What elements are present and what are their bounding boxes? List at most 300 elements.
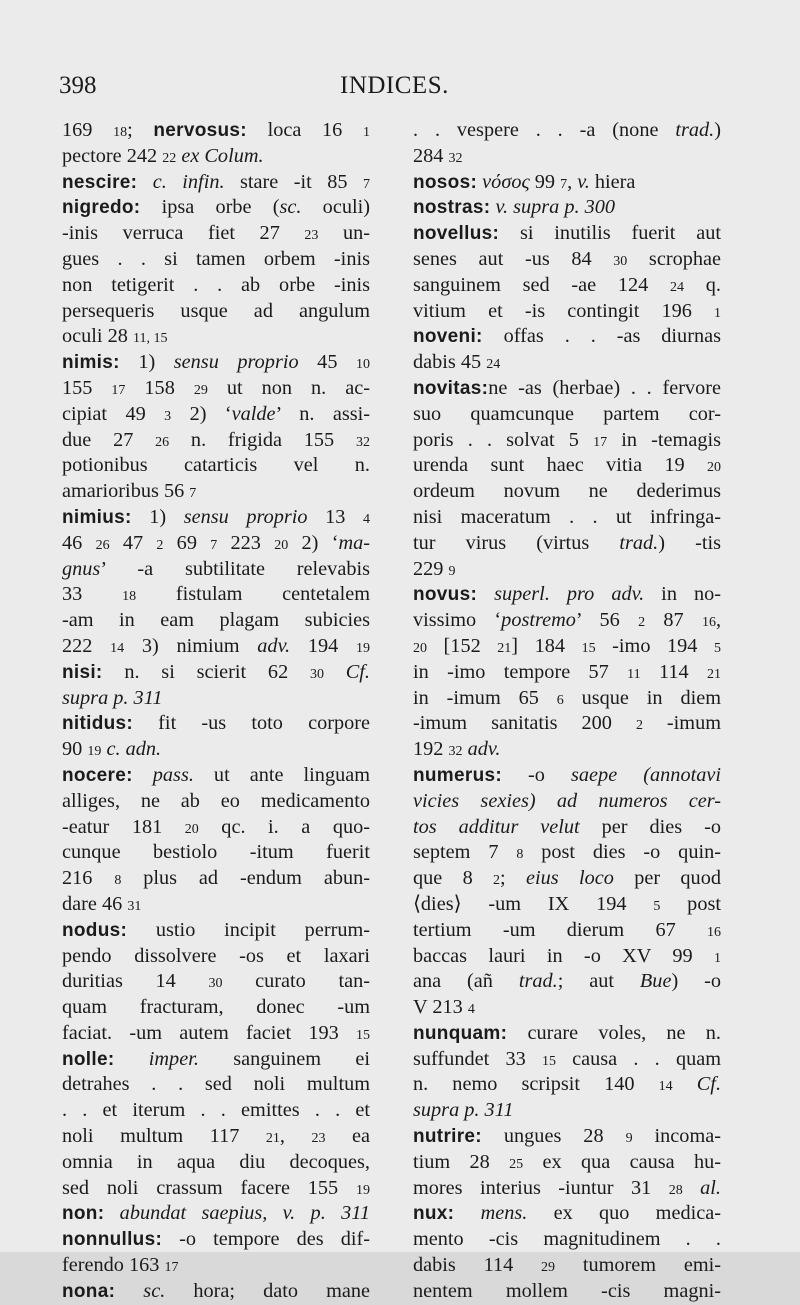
text-run: , (279, 1125, 312, 1148)
text-run: , (567, 170, 578, 193)
italic-text: ma- (338, 531, 370, 554)
text-run: suffundet 33 (413, 1047, 542, 1070)
text-run: oculi 28 (62, 325, 133, 348)
text-run: ] 184 (511, 634, 582, 657)
italic-text: pass. (152, 763, 194, 786)
text-run: scrophae (627, 247, 721, 270)
line-ref: 7 (210, 537, 218, 553)
index-line (62, 479, 370, 505)
text-run: curato tan- (222, 970, 370, 993)
page-number: 398 (59, 72, 97, 99)
line-ref: 25 (509, 1156, 524, 1172)
line-ref: 5 (714, 640, 721, 656)
text-run: ) (714, 119, 721, 141)
text-run: baccas lauri in -o XV 99 (413, 944, 714, 967)
line-ref: 2 (638, 615, 646, 631)
index-line (413, 660, 721, 686)
text-run: faciat. -um autem faciet 193 (62, 1021, 356, 1044)
italic-text: supra p. 311 (62, 686, 163, 709)
text-run: in -imum 65 (413, 686, 557, 709)
index-line (413, 428, 721, 454)
text-run: 1) (119, 351, 174, 374)
headword: nunquam: (413, 1022, 508, 1044)
line-ref: 20 (184, 821, 199, 837)
line-ref: 4 (467, 1002, 475, 1018)
index-line (62, 1201, 370, 1227)
index-line (62, 1279, 370, 1305)
index-line (62, 969, 370, 995)
italic-text: gnus (62, 557, 101, 580)
index-line (62, 634, 370, 660)
index-line (62, 866, 370, 892)
index-line (413, 505, 721, 531)
line-ref: 15 (541, 1053, 556, 1069)
italic-text: Cf. (696, 1073, 721, 1096)
headword: nisi: (62, 661, 103, 683)
text-run: 45 (298, 351, 357, 374)
text-run: fistulam centetalem (136, 583, 370, 606)
text-run: ⟨dies⟩ -um IX 194 (413, 892, 654, 915)
italic-text: al. (700, 1176, 721, 1199)
index-line (413, 118, 721, 144)
line-ref: 32 (355, 434, 370, 450)
index-line (62, 195, 370, 221)
line-ref: 18 (113, 125, 128, 140)
index-line (62, 840, 370, 866)
italic-text: c. infin. (152, 170, 225, 193)
index-line (413, 402, 721, 428)
index-line (62, 324, 370, 350)
italic-text: v. (577, 170, 590, 193)
index-line (413, 634, 721, 660)
headword: nocere: (62, 764, 133, 786)
text-run: 99 (529, 170, 561, 193)
text-run: 158 (125, 376, 194, 399)
index-line (62, 505, 370, 531)
index-line (413, 144, 721, 170)
index-line (413, 892, 721, 918)
index-line (62, 1176, 370, 1202)
line-ref: 15 (581, 640, 596, 656)
text-run: post (660, 892, 721, 915)
italic-text: saepe (annotavi (571, 763, 721, 786)
text-run: mores interius -iuntur 31 (413, 1176, 669, 1199)
headword: nimius: (62, 506, 132, 528)
index-line (62, 608, 370, 634)
index-line (413, 815, 721, 841)
text-run (673, 1073, 697, 1095)
index-line (413, 1176, 721, 1202)
text-run: 223 (217, 531, 275, 554)
text-run: septem 7 (413, 841, 517, 864)
index-line (413, 1124, 721, 1150)
headword: nux: (413, 1203, 455, 1225)
line-ref: 23 (311, 1131, 326, 1147)
line-ref: 15 (356, 1027, 370, 1043)
index-line (413, 195, 721, 221)
index-line (62, 1021, 370, 1047)
text-run: ana (añ (413, 970, 519, 993)
line-ref: 24 (670, 279, 685, 295)
text-run: ’ n. assi- (275, 402, 370, 425)
headword: nolle: (62, 1048, 115, 1070)
index-line (413, 1279, 721, 1305)
index-line (62, 428, 370, 454)
line-ref: 31 (127, 898, 142, 914)
index-line (413, 686, 721, 712)
line-ref: 20 (413, 640, 427, 656)
index-line (413, 324, 721, 350)
italic-text: vicies sexies) ad numeros cer- (413, 789, 721, 812)
italic-text: sensu proprio (183, 505, 308, 528)
index-line (413, 221, 721, 247)
text-run (137, 171, 152, 193)
index-line (413, 557, 721, 583)
index-line (62, 686, 370, 712)
text-run: -o tempore des dif- (162, 1228, 370, 1251)
headword: nescire: (62, 171, 138, 193)
italic-text: supra p. 311 (413, 1099, 514, 1122)
text-run: pectore 242 (62, 144, 163, 167)
text-run: dabis 45 (413, 351, 487, 374)
line-ref: 4 (363, 511, 370, 527)
line-ref: 19 (356, 640, 370, 656)
index-line (62, 711, 370, 737)
running-head (57, 72, 800, 106)
text-run: 222 (62, 634, 111, 657)
headword: nona: (62, 1280, 116, 1302)
italic-text: trad. (675, 119, 715, 141)
line-ref: 14 (110, 640, 125, 656)
italic-text: trad. (518, 970, 558, 993)
index-line (413, 711, 721, 737)
text-run: vissimo ‘ (413, 609, 502, 632)
line-ref: 17 (111, 382, 126, 398)
text-run: hiera (589, 170, 636, 193)
text-run: sanguinem sed -ae 124 (413, 273, 671, 296)
text-run: usque in diem (563, 686, 721, 709)
index-line (413, 789, 721, 815)
text-run: ex quo medica- (527, 1202, 721, 1225)
text-run: dabis 114 (413, 1254, 542, 1277)
line-ref: 8 (114, 873, 122, 889)
index-line (62, 531, 370, 557)
headword: nitidus: (62, 713, 133, 735)
italic-text: sc. (143, 1279, 166, 1302)
line-ref: 7 (189, 486, 197, 502)
index-line (62, 221, 370, 247)
text-run: 194 (290, 634, 356, 657)
text-run: 192 (413, 738, 449, 761)
line-ref: 1 (362, 125, 370, 140)
line-ref: 26 (155, 434, 170, 450)
italic-text: tos additur velut (413, 815, 580, 838)
text-run: n. si scierit 62 (102, 660, 310, 683)
italic-text: Bue (639, 970, 672, 993)
text-run: 169 (62, 119, 114, 141)
line-ref: 24 (486, 357, 501, 373)
text-run: -imo 194 (595, 634, 714, 657)
index-line (413, 376, 721, 402)
index-line (62, 995, 370, 1021)
index-line (413, 1047, 721, 1073)
index-line (62, 144, 370, 170)
headword: nervosus: (153, 120, 247, 141)
text-run (324, 661, 346, 683)
text-run: un- (318, 222, 370, 245)
text-run: ipsa orbe ( (140, 196, 280, 219)
index-line (413, 866, 721, 892)
index-line (62, 376, 370, 402)
index-line (413, 273, 721, 299)
text-run (683, 1177, 700, 1199)
line-ref: 20 (707, 460, 721, 476)
text-run: 3) nimium (124, 634, 258, 657)
line-ref: 29 (193, 382, 208, 398)
text-run: hora; dato mane (165, 1279, 370, 1302)
line-ref: 9 (625, 1131, 633, 1147)
line-ref: 17 (593, 434, 608, 450)
index-line (413, 840, 721, 866)
line-ref: 21 (497, 640, 512, 656)
index-column-left (62, 118, 370, 1305)
index-line (413, 531, 721, 557)
text-run: fit -us toto corpore (133, 712, 370, 735)
text-run (454, 1202, 480, 1224)
line-ref: 6 (556, 692, 564, 708)
line-ref: 17 (164, 1260, 179, 1276)
line-ref: 2 (156, 537, 164, 553)
index-line (413, 247, 721, 273)
italic-text: Cf. (345, 660, 370, 683)
italic-text: trad. (619, 531, 659, 554)
text-run: 87 (645, 609, 702, 632)
text-run: non tetigerit . . ab orbe -inis (62, 273, 370, 296)
text-run: ; (127, 119, 154, 141)
italic-text: eius loco (526, 867, 614, 890)
text-run: 284 (413, 144, 449, 167)
text-run: duritias 14 (62, 970, 209, 993)
index-line (413, 1201, 721, 1227)
text-run: in -imo tempore 57 (413, 660, 628, 683)
text-run: per quod (613, 867, 721, 890)
text-run: q. (684, 273, 721, 296)
index-line (62, 944, 370, 970)
index-line (62, 350, 370, 376)
text-run: ut ante linguam (193, 763, 370, 786)
line-ref: 28 (668, 1182, 683, 1198)
text-run: -am in eam plagam subicies (62, 609, 370, 632)
text-run: V 213 (413, 996, 468, 1019)
index-line (62, 1253, 370, 1279)
text-run: . . et iterum . . emittes . . et (62, 1099, 370, 1122)
italic-text: adv. (257, 634, 291, 657)
text-run: 229 (413, 557, 449, 580)
text-run (115, 1280, 143, 1302)
text-run (477, 583, 494, 605)
line-ref: 19 (356, 1182, 370, 1198)
text-run: sanguinem ei (198, 1047, 370, 1070)
text-run: ex qua causa hu- (523, 1150, 721, 1173)
greek-text: νόσος (482, 170, 530, 193)
italic-text: superl. pro adv. (494, 583, 645, 606)
text-run: vitium et -is contingit 196 (413, 299, 714, 322)
text-run: potionibus catarticis vel n. (62, 454, 370, 477)
text-run: ’ -a subtilitate relevabis (100, 557, 370, 580)
text-run: si inutilis fuerit aut (499, 222, 721, 245)
line-ref: 32 (448, 744, 463, 760)
line-ref: 21 (265, 1131, 280, 1147)
index-line (62, 1072, 370, 1098)
text-run: persequeris usque ad angulum (62, 299, 370, 322)
line-ref: 32 (448, 150, 463, 166)
text-run: [152 (427, 634, 498, 657)
text-run: sed noli crassum facere 155 (62, 1176, 356, 1199)
text-run: omnia in aqua diu decoques, (62, 1150, 370, 1173)
headword: novus: (413, 584, 478, 606)
line-ref: 16 (707, 924, 721, 940)
index-line (62, 247, 370, 273)
index-line (413, 350, 721, 376)
text-run: oculi) (301, 196, 370, 219)
line-ref: 26 (95, 537, 110, 553)
index-line (62, 1047, 370, 1073)
headword: novellus: (413, 223, 500, 245)
line-ref: 29 (541, 1260, 556, 1276)
headword: novitas: (413, 377, 489, 399)
text-run: tium 28 (413, 1150, 510, 1173)
text-run: loca 16 (246, 119, 363, 141)
text-run: 69 (163, 531, 211, 554)
text-run: qc. i. a quo- (198, 815, 370, 838)
index-line (413, 479, 721, 505)
headword: nimis: (62, 352, 120, 374)
headword: nosos: (413, 171, 478, 193)
headword: noveni: (413, 326, 483, 348)
index-line (62, 789, 370, 815)
index-line (62, 660, 370, 686)
index-line (62, 1098, 370, 1124)
text-run: in no- (644, 583, 721, 606)
index-column-right (413, 118, 721, 1305)
text-run: ne -as (herbae) . . fervore (488, 376, 721, 399)
text-run: ) -o (671, 970, 721, 993)
text-run: ungues 28 (481, 1125, 626, 1148)
text-run: alliges, ne ab eo medicamento (62, 789, 370, 812)
text-run: plus ad -endum abun- (121, 867, 370, 890)
text-run: -eatur 181 (62, 815, 185, 838)
index-line (62, 1124, 370, 1150)
index-line (413, 1021, 721, 1047)
text-run (133, 764, 153, 786)
text-run: senes aut -us 84 (413, 247, 614, 270)
index-line (413, 995, 721, 1021)
text-run: ; (500, 867, 526, 890)
index-line (413, 1150, 721, 1176)
line-ref: 1 (714, 950, 721, 966)
line-ref: 11 (627, 666, 641, 682)
text-run: tertium -um dierum 67 (413, 918, 707, 941)
text-run: ferendo 163 (62, 1254, 165, 1277)
text-run: due 27 (62, 428, 156, 451)
headword: nigredo: (62, 197, 141, 219)
line-ref: 7 (560, 176, 568, 192)
index-line (413, 969, 721, 995)
index-line (413, 299, 721, 325)
text-run: -imum sanitatis 200 (413, 712, 636, 735)
running-title: INDICES. (340, 72, 449, 99)
headword: non: (62, 1203, 105, 1225)
text-run: ’ 56 (575, 609, 639, 632)
text-run: nentem mollem -cis magni- (413, 1279, 721, 1302)
index-line (62, 170, 370, 196)
text-run: amarioribus 56 (62, 480, 190, 503)
text-run: n. frigida 155 (169, 428, 356, 451)
index-line (413, 1098, 721, 1124)
line-ref: 23 (304, 228, 319, 244)
text-run: post dies -o quin- (523, 841, 721, 864)
line-ref: 18 (122, 589, 137, 605)
text-run: 13 (307, 505, 363, 528)
italic-text: imper. (148, 1047, 199, 1070)
text-run: 2) ‘ (288, 531, 339, 554)
text-run: 47 (109, 531, 157, 554)
index-line (62, 582, 370, 608)
headword: numerus: (413, 764, 502, 786)
italic-text: valde (231, 402, 276, 425)
text-run: -o (501, 763, 572, 786)
text-run: ) -tis (658, 531, 721, 554)
index-line (413, 944, 721, 970)
index-line (413, 453, 721, 479)
index-line (62, 737, 370, 763)
text-run: in -temagis (607, 428, 721, 451)
text-run (114, 1048, 148, 1070)
text-run: ; aut (557, 970, 640, 993)
text-run: noli multum 117 (62, 1125, 266, 1148)
line-ref: 14 (658, 1079, 673, 1095)
line-ref: 2 (635, 718, 643, 734)
text-run: suo quamcunque partem cor- (413, 402, 721, 425)
italic-text: postremo (501, 609, 576, 632)
index-line (62, 453, 370, 479)
text-run: ustio incipit perrum- (127, 918, 370, 941)
italic-text: abundat saepius, v. p. 311 (119, 1202, 370, 1225)
line-ref: 21 (707, 666, 721, 682)
index-line (413, 582, 721, 608)
headword: nutrire: (413, 1126, 482, 1148)
text-run: urenda sunt haec vitia 19 (413, 454, 707, 477)
text-run (104, 1202, 119, 1224)
text-run: offas . . -as diurnas (482, 325, 721, 348)
text-run: causa . . quam (555, 1047, 721, 1070)
text-run: tur virus (virtus (413, 531, 620, 554)
text-run: 114 (640, 660, 708, 683)
line-ref: 11, 15 (132, 331, 168, 347)
text-run: -imum (642, 712, 721, 735)
text-run: nisi maceratum . . ut infringa- (413, 505, 721, 528)
text-run: 33 (62, 583, 123, 606)
index-line (62, 763, 370, 789)
text-run: cipiat 49 (62, 402, 165, 425)
index-line (62, 118, 370, 144)
line-ref: 5 (653, 898, 661, 914)
text-run: -inis verruca fiet 27 (62, 222, 305, 245)
line-ref: 30 (208, 976, 223, 992)
text-run: dare 46 (62, 892, 128, 915)
index-line (62, 402, 370, 428)
index-line (413, 1072, 721, 1098)
